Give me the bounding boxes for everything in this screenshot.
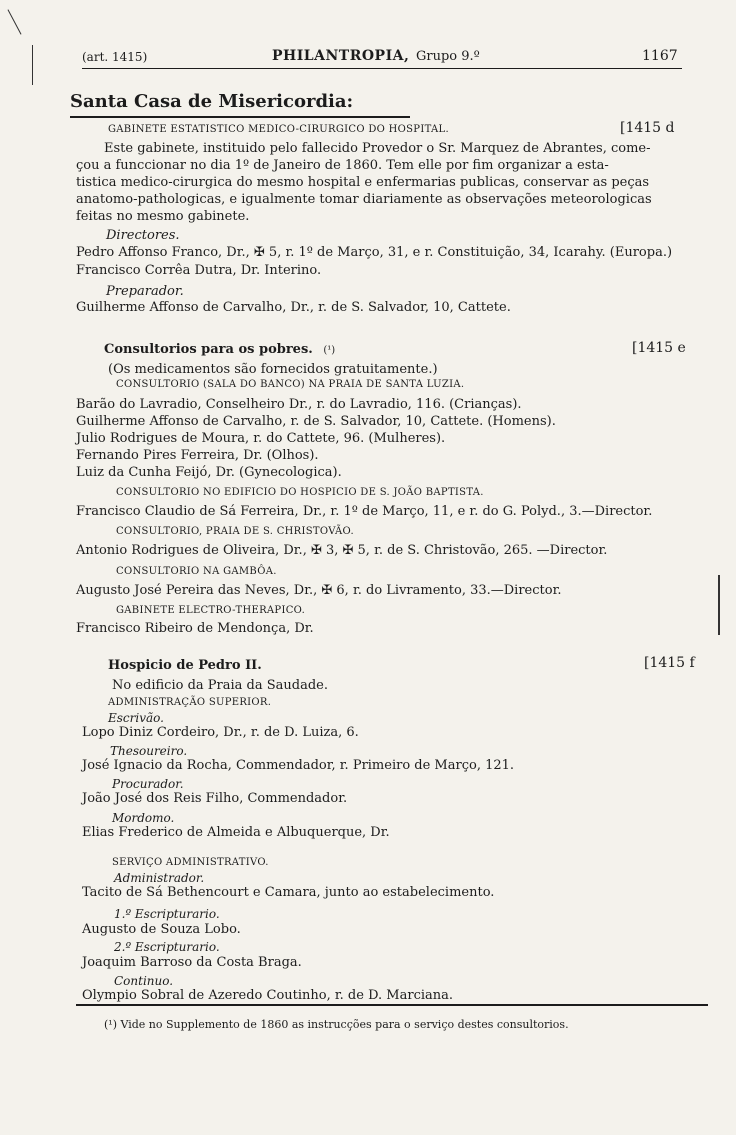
christovao-entry: Antonio Rodrigues de Oliveira, Dr., ✠ 3, ✠ 5, r. de S. Christovão, 265. —Director.: [76, 543, 608, 558]
role-entry: Lopo Diniz Cordeiro, Dr., r. de D. Luiza, 6.: [82, 725, 359, 740]
role-label: Procurador.: [112, 777, 184, 791]
servico-entry: Joaquim Barroso da Costa Braga.: [82, 955, 302, 970]
hospicio-consultorio-entry: Francisco Claudio de Sá Ferreira, Dr., r. 1º de Março, 11, e r. do G. Polyd., 3.—Director.: [76, 504, 653, 519]
title-underline: [70, 116, 410, 118]
admin-heading: ADMINISTRAÇÃO SUPERIOR.: [108, 697, 272, 708]
header-rule: [82, 68, 682, 69]
footnote-rule: [76, 1004, 708, 1006]
servico-heading: SERVIÇO ADMINISTRATIVO.: [112, 857, 269, 868]
header-group: Grupo 9.º: [416, 49, 480, 64]
section-title-santa-casa: Santa Casa de Misericordia:: [70, 91, 354, 112]
servico-label: 1.º Escripturario.: [114, 907, 220, 921]
banco-entry: Guilherme Affonso de Carvalho, r. de S. Salvador, 10, Cattete. (Homens).: [76, 414, 556, 429]
footnote: (¹) Vide no Supplemento de 1860 as instrucções para o serviço destes consultorios.: [104, 1018, 569, 1031]
role-entry: Elias Frederico de Almeida e Albuquerque, Dr.: [82, 825, 390, 840]
servico-label: Administrador.: [114, 871, 205, 885]
gamboa-entry: Augusto José Pereira das Neves, Dr., ✠ 6, r. do Livramento, 33.—Director.: [76, 583, 562, 598]
role-label: Mordomo.: [112, 811, 175, 825]
banco-entry: Luiz da Cunha Feijó, Dr. (Gynecologica).: [76, 465, 342, 480]
gabinete-ref: [1415 d: [620, 120, 675, 136]
consultorios-title: Consultorios para os pobres.: [104, 342, 313, 357]
electro-entry: Francisco Ribeiro de Mendonça, Dr.: [76, 621, 314, 636]
gabinete-text-line-4: anatomo-pathologicas, e igualmente tomar diariamente as observações meteorologicas: [76, 192, 652, 207]
hospicio-consultorio-heading: CONSULTORIO NO EDIFICIO DO HOSPICIO DE S. JOÃO BAPTISTA.: [116, 487, 484, 498]
gabinete-text-line-5: feitas no mesmo gabinete.: [76, 209, 250, 224]
consultorios-note: (Os medicamentos são fornecidos gratuitamente.): [108, 362, 438, 377]
hospicio-ref: [1415 f: [644, 655, 695, 671]
role-entry: José Ignacio da Rocha, Commendador, r. Primeiro de Março, 121.: [82, 758, 515, 773]
hospicio-location: No edificio da Praia da Saudade.: [112, 678, 328, 693]
footnote-marker: (¹): [323, 345, 336, 356]
consultorios-ref: [1415 e: [632, 340, 686, 356]
gabinete-heading: GABINETE ESTATISTICO MEDICO-CIRURGICO DO HOSPITAL.: [108, 124, 449, 135]
gamboa-heading: CONSULTORIO NA GAMBÔA.: [116, 566, 277, 577]
banco-entry: Fernando Pires Ferreira, Dr. (Olhos).: [76, 448, 319, 463]
director-entry: Pedro Affonso Franco, Dr., ✠ 5, r. 1º de Março, 31, e r. Constituição, 34, Icarahy. (Europa.): [76, 245, 673, 260]
role-label: Thesoureiro.: [110, 744, 188, 758]
scan-mark-top-left: [7, 9, 21, 34]
preparador-label: Preparador.: [106, 284, 184, 299]
servico-entry: Olympio Sobral de Azeredo Coutinho, r. de D. Marciana.: [82, 988, 454, 1003]
banco-heading: CONSULTORIO (SALA DO BANCO) NA PRAIA DE SANTA LUZIA.: [116, 379, 465, 390]
scan-mark-right: [718, 575, 720, 635]
servico-entry: Augusto de Souza Lobo.: [82, 922, 241, 937]
scan-mark-left: [32, 45, 33, 85]
servico-label: Continuo.: [114, 974, 174, 988]
preparador-entry: Guilherme Affonso de Carvalho, Dr., r. de S. Salvador, 10, Cattete.: [76, 300, 511, 315]
header-title: PHILANTROPIA,: [272, 48, 410, 64]
role-entry: João José dos Reis Filho, Commendador.: [82, 791, 348, 806]
header-article-ref: (art. 1415): [82, 50, 148, 64]
section-title-consultorios: [104, 342, 335, 357]
section-title-hospicio: Hospicio de Pedro II.: [108, 658, 262, 673]
director-entry: Francisco Corrêa Dutra, Dr. Interino.: [76, 263, 322, 278]
banco-entry: Barão do Lavradio, Conselheiro Dr., r. do Lavradio, 116. (Crianças).: [76, 397, 522, 412]
gabinete-text-line-3: tistica medico-cirurgica do mesmo hospital e enfermarias publicas, conservar as peças: [76, 175, 650, 190]
servico-entry: Tacito de Sá Bethencourt e Camara, junto ao estabelecimento.: [82, 885, 495, 900]
page-number: 1167: [642, 48, 678, 64]
role-label: Escrivão.: [108, 711, 164, 725]
servico-label: 2.º Escripturario.: [114, 940, 220, 954]
page-header: [82, 46, 682, 68]
gabinete-text-line-1: Este gabinete, instituido pelo fallecido Provedor o Sr. Marquez de Abrantes, come-: [104, 141, 651, 156]
electro-heading: GABINETE ELECTRO-THERAPICO.: [116, 605, 306, 616]
christovao-heading: CONSULTORIO, PRAIA DE S. CHRISTOVÃO.: [116, 526, 354, 537]
gabinete-text-line-2: çou a funccionar no dia 1º de Janeiro de 1860. Tem elle por fim organizar a esta-: [76, 158, 609, 173]
directores-label: Directores.: [106, 228, 180, 243]
banco-entry: Julio Rodrigues de Moura, r. do Cattete, 96. (Mulheres).: [76, 431, 446, 446]
